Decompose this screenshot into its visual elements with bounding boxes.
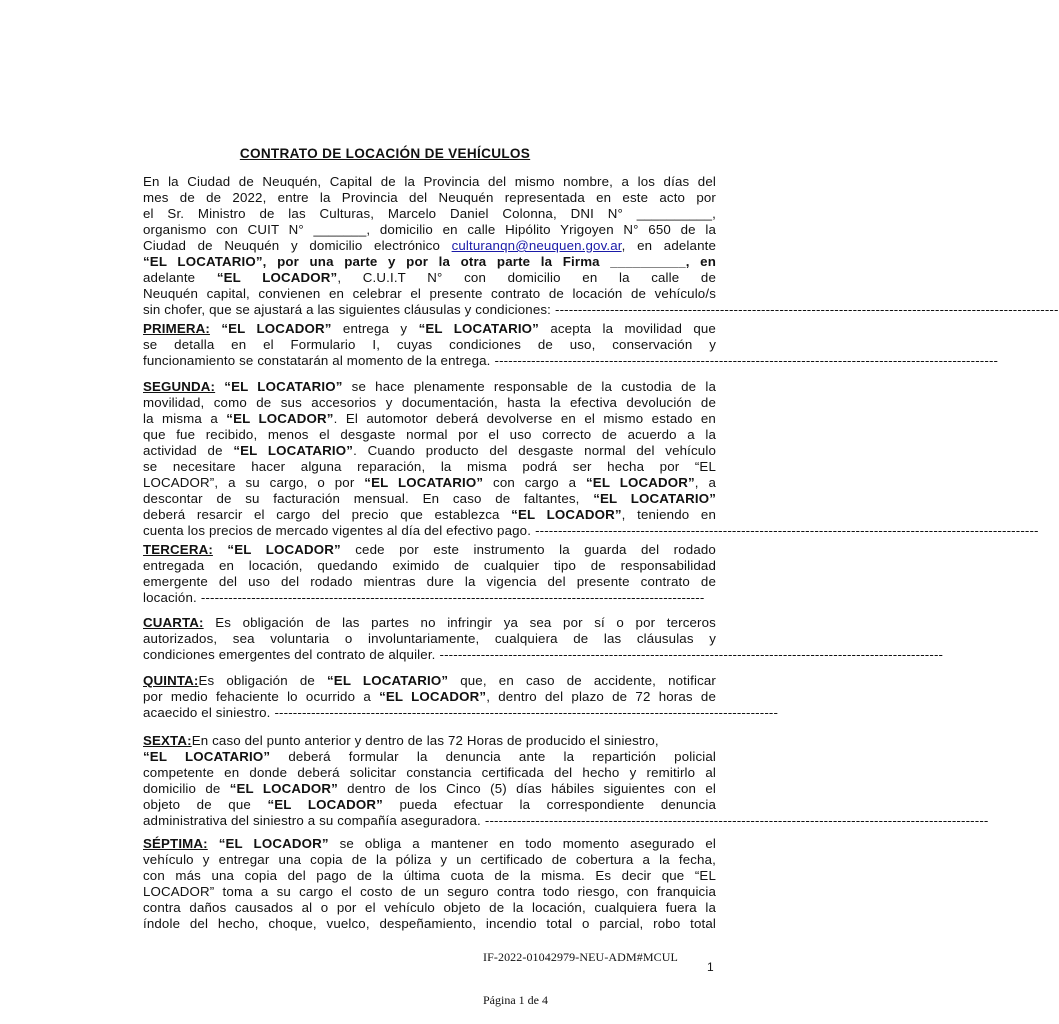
intro-line: adelante “EL LOCADOR”, C.U.I.T N° con domicilio en la calle de bbox=[143, 270, 716, 285]
clause-heading: QUINTA: bbox=[143, 673, 199, 688]
clause-heading: PRIMERA: bbox=[143, 321, 210, 336]
intro-paragraph bbox=[143, 174, 1059, 318]
intro-line: “EL LOCATARIO”, por una parte y por la otra parte la Firma __________, en bbox=[143, 254, 716, 269]
page-number-small: 1 bbox=[707, 960, 714, 974]
page-indicator: Página 1 de 4 bbox=[483, 993, 548, 1007]
document-title: CONTRATO DE LOCACIÓN DE VEHÍCULOS bbox=[239, 146, 531, 161]
intro-line: mes de de 2022, entre la Provincia del Neuquén representada en este acto por bbox=[143, 190, 716, 205]
clause-heading: SEXTA: bbox=[143, 733, 192, 748]
intro-line: En la Ciudad de Neuquén, Capital de la Provincia del mismo nombre, a los días del bbox=[143, 174, 716, 189]
document-id: IF-2022-01042979-NEU-ADM#MCUL bbox=[483, 950, 678, 964]
clause-heading: SÉPTIMA: bbox=[143, 836, 208, 851]
clause-primera: PRIMERA: “EL LOCADOR” entrega y “EL LOCATARIO” acepta la movilidad que se detalla en el Formulario I, cuyas condiciones de uso, conservación y funcionamiento se constatarán al momento de la entrega. -------------------------------------------------------------------------------------------------------------- bbox=[143, 321, 999, 368]
intro-line-email: Ciudad de Neuquén y domicilio electrónico culturanqn@neuquen.gov.ar, en adelante bbox=[143, 238, 716, 253]
clause-quinta: QUINTA:Es obligación de “EL LOCATARIO” que, en caso de accidente, notificar por medio fehaciente lo ocurrido a “EL LOCADOR”, dentro del plazo de 72 horas de acaecido el siniestro. -------------------------------------------------------------------------------------------------------------- bbox=[143, 673, 779, 720]
clause-septima: SÉPTIMA: “EL LOCADOR” se obliga a mantener en todo momento asegurado el vehículo y entregar una copia de la póliza y un certificado de cobertura a la fecha, con más una copia del pago de la última cuota de la misma. Es decir que “EL LOCADOR” toma a su cargo el costo de un seguro contra todo riesgo, con franquicia contra daños causados al o por el vehículo objeto de la locación, cualquiera fuera la índole del hecho, choque, vuelco, despeñamiento, incendio total o parcial, robo total bbox=[143, 836, 716, 931]
intro-line: organismo con CUIT N° _______, domicilio en calle Hipólito Yrigoyen N° 650 de la bbox=[143, 222, 716, 237]
intro-line: el Sr. Ministro de las Culturas, Marcelo Daniel Colonna, DNI N° __________, bbox=[143, 206, 716, 221]
clause-heading: SEGUNDA: bbox=[143, 379, 216, 394]
clause-sexta: SEXTA:En caso del punto anterior y dentro de las 72 Horas de producido el siniestro, “EL LOCATARIO” deberá formular la denuncia ante la repartición policial competente en donde deberá solicitar constancia certificada del hecho y remitirlo al domicilio de “EL LOCADOR” dentro de los Cinco (5) días hábiles siguientes con el objeto de que “EL LOCADOR” pueda efectuar la correspondiente denuncia administrativa del siniestro a su compañía aseguradora. -------------------------------------------------------------------------------------------------------------- bbox=[143, 733, 989, 828]
clause-cuarta: CUARTA: Es obligación de las partes no infringir ya sea por sí o por terceros autorizados, sea voluntaria o involuntariamente, cualquiera de las cláusulas y condiciones emergentes del contrato de alquiler. -------------------------------------------------------------------------------------------------------------- bbox=[143, 615, 944, 662]
clause-heading: CUARTA: bbox=[143, 615, 204, 630]
intro-line: Neuquén capital, convienen en celebrar el presente contrato de locación de vehículo/s bbox=[143, 286, 716, 301]
clause-segunda: SEGUNDA: “EL LOCATARIO” se hace plenamente responsable de la custodia de la movilidad, como de sus accesorios y documentación, hasta la efectiva devolución de la misma a “EL LOCADOR”. El automotor deberá devolverse en el mismo estado en que fue recibido, menos el desgaste normal por el uso correcto de acuerdo a la actividad de “EL LOCATARIO”. Cuando producto del desgaste normal del vehículo se necesitare hacer alguna reparación, la misma podrá ser hecha por “EL LOCADOR”, a su cargo, o por “EL LOCATARIO” con cargo a “EL LOCADOR”, a descontar de su facturación mensual. En caso de faltantes, “EL LOCATARIO” deberá resarcir el cargo del precio que establezca “EL LOCADOR”, teniendo en cuenta los precios de mercado vigentes al día del efectivo pago. -------------------------------------------------------------------------------------------------------------- bbox=[143, 379, 1039, 538]
email-link[interactable]: culturanqn@neuquen.gov.ar bbox=[451, 238, 622, 253]
intro-line: sin chofer, que se ajustará a las siguientes cláusulas y condiciones: -------------------------------------------------------------------------------------------------------------- bbox=[143, 302, 1059, 317]
clause-heading: TERCERA: bbox=[143, 542, 213, 557]
clause-tercera: TERCERA: “EL LOCADOR” cede por este instrumento la guarda del rodado entregada en locación, quedando eximido de cualquier tipo de responsabilidad emergente del uso del rodado mientras dure la vigencia del presente contrato de locación. -------------------------------------------------------------------------------------------------------------- bbox=[143, 542, 716, 605]
